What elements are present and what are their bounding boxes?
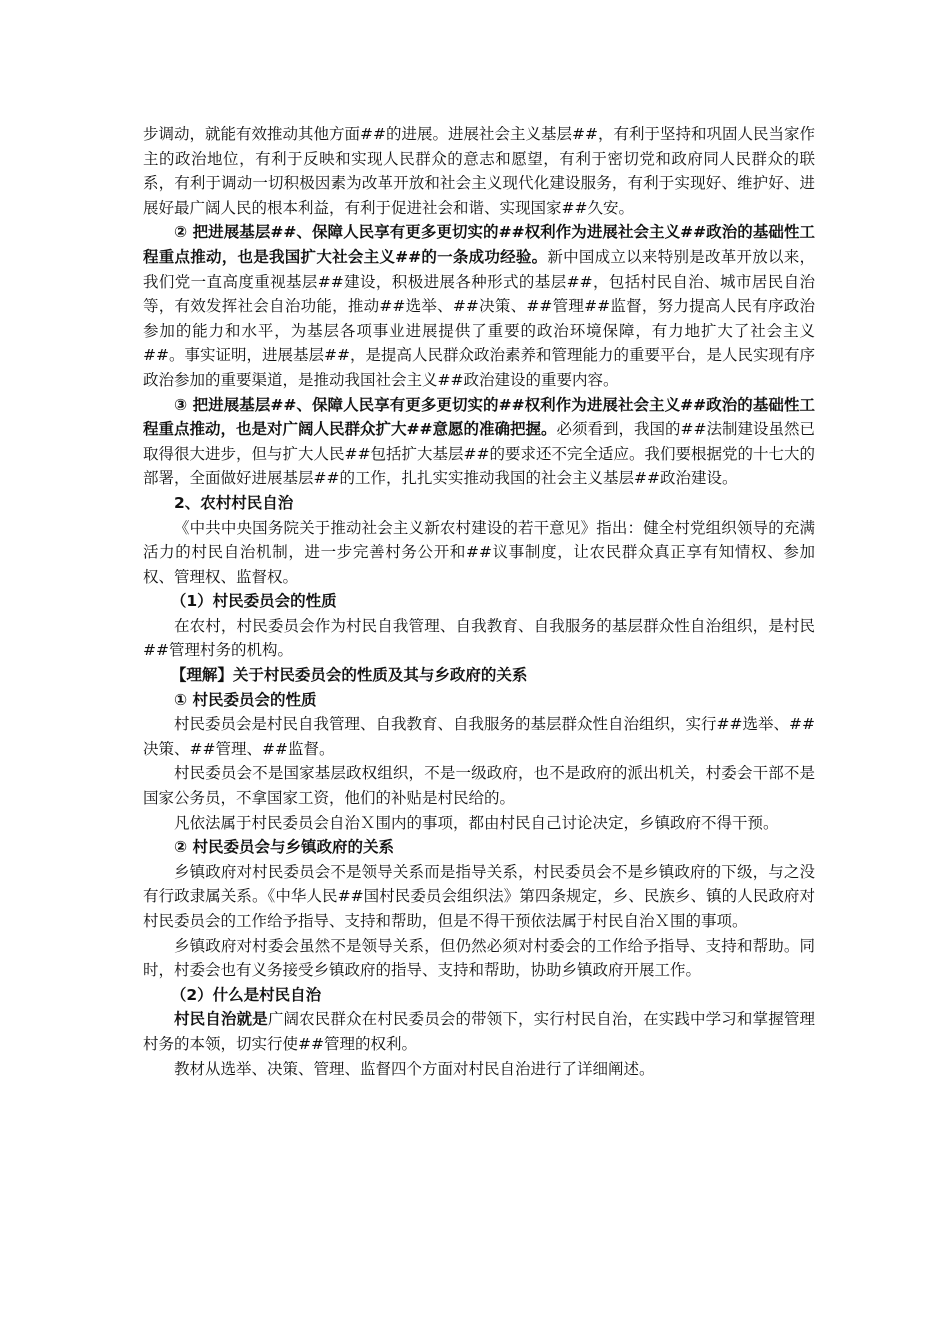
paragraph-h5 <box>143 688 815 713</box>
text-run: 村民委员会不是国家基层政权组织，不是一级政府，也不是政府的派出机关，村委会干部不是国家公务员，不拿国家工资，他们的补贴是村民给的。 <box>143 764 815 808</box>
text-run: 村民委员会是村民自我管理、自我教育、自我服务的基层群众性自治组织，实行##选举、##决策、##管理、##监督。 <box>143 715 815 758</box>
text-run: 新中国成立以来特别是改革开放以来，我们党一直高度重视基层##建设，积极进展各种形式的基层##，包括村民自治、城市居民自治等，有效发挥社会自治功能，推动##选举、##决策、##管理##监督，努力提高人民有序政治参加的能力和水平，为基层各项事业进展提供了重要的政治环境保障，有力地扩大了社会主义##。事实证明，进展基层##，是提高人民群众政治素养和管理能力的重要平台，是人民实现有序政治参加的重要渠道，是推动我国社会主义##政治建设的重要内容。 <box>143 247 815 389</box>
paragraph-p8 <box>143 811 815 836</box>
paragraph-h7 <box>143 983 815 1008</box>
text-run: 必须看到，我国的##法制建设虽然已取得很大进步，但与扩大人民##包括扩大基层##的要求还不完全适应。我们要根据党的十七大的部署，全面做好进展基层##的工作，扎扎实实推动我国的社会主义基层##政治建设。 <box>143 420 815 488</box>
paragraph-p5 <box>143 614 815 663</box>
text-run: 在农村，村民委员会作为村民自我管理、自我教育、自我服务的基层群众性自治组织，是村民##管理村务的机构。 <box>143 616 815 660</box>
paragraph-p6 <box>143 712 815 761</box>
paragraph-p3 <box>143 393 815 491</box>
bold-text-run: （1）村民委员会的性质 <box>170 592 337 611</box>
bold-text-run: 2、农村村民自治 <box>174 493 294 512</box>
bold-text-run: 村民自治就是 <box>174 1010 268 1029</box>
document-page <box>143 122 815 1081</box>
paragraph-h2 <box>143 491 815 516</box>
bold-text-run: ② 村民委员会与乡镇政府的关系 <box>174 838 395 857</box>
bold-text-run: ② 把进展基层##、保障人民享有更多更切实的##权利作为进展社会主义##政治的基础性工程重点推动，也是我国扩大社会主义##的一条成功经验。 <box>143 223 815 266</box>
paragraph-p9 <box>143 860 815 934</box>
text-run: 广阔农民群众在村民委员会的带领下，实行村民自治，在实践中学习和掌握管理村务的本领，切实行使##管理的权利。 <box>143 1010 815 1053</box>
bold-text-run: ③ 把进展基层##、保障人民享有更多更切实的##权利作为进展社会主义##政治的基础性工程重点推动，也是对广阔人民群众扩大##意愿的准确把握。 <box>143 395 815 439</box>
paragraph-p12 <box>143 1057 815 1082</box>
paragraph-p11 <box>143 1007 815 1056</box>
text-run: 步调动，就能有效推动其他方面##的进展。进展社会主义基层##，有利于坚持和巩固人民当家作主的政治地位，有利于反映和实现人民群众的意志和愿望，有利于密切党和政府同人民群众的联系，有利于调动一切积极因素为改革开放和社会主义现代化建设服务，有利于实现好、维护好、进展好最广阔人民的根本利益，有利于促进社会和谐、实现国家##久安。 <box>143 125 815 217</box>
paragraph-p10 <box>143 934 815 983</box>
text-run: 《中共中央国务院关于推动社会主义新农村建设的若干意见》指出：健全村党组织领导的充满活力的村民自治机制，进一步完善村务公开和##议事制度，让农民群众真正享有知情权、参加权、管理权、监督权。 <box>143 518 815 586</box>
bold-text-run: （2）什么是村民自治 <box>170 985 322 1004</box>
paragraph-h4 <box>143 663 815 688</box>
text-run: 教材从选举、决策、管理、监督四个方面对村民自治进行了详细阐述。 <box>174 1059 655 1078</box>
paragraph-p7 <box>143 761 815 810</box>
paragraph-h6 <box>143 835 815 860</box>
paragraph-p4 <box>143 516 815 590</box>
bold-text-run: 【理解】关于村民委员会的性质及其与乡政府的关系 <box>170 666 528 685</box>
text-run: 凡依法属于村民委员会自治Ｘ围内的事项，都由村民自己讨论决定，乡镇政府不得干预。 <box>174 813 779 832</box>
paragraph-h3 <box>143 589 815 614</box>
text-run: 乡镇政府对村委会虽然不是领导关系，但仍然必须对村委会的工作给予指导、支持和帮助。同时，村委会也有义务接受乡镇政府的指导、支持和帮助，协助乡镇政府开展工作。 <box>143 936 815 980</box>
paragraph-p2 <box>143 220 815 392</box>
bold-text-run: ① 村民委员会的性质 <box>174 690 317 709</box>
text-run: 乡镇政府对村民委员会不是领导关系而是指导关系，村民委员会不是乡镇政府的下级，与之没有行政隶属关系。《中华人民##国村民委员会组织法》第四条规定，乡、民族乡、镇的人民政府对村民委员会的工作给予指导、支持和帮助，但是不得干预依法属于村民自治Ｘ围的事项。 <box>143 862 815 930</box>
paragraph-p1 <box>143 122 815 220</box>
